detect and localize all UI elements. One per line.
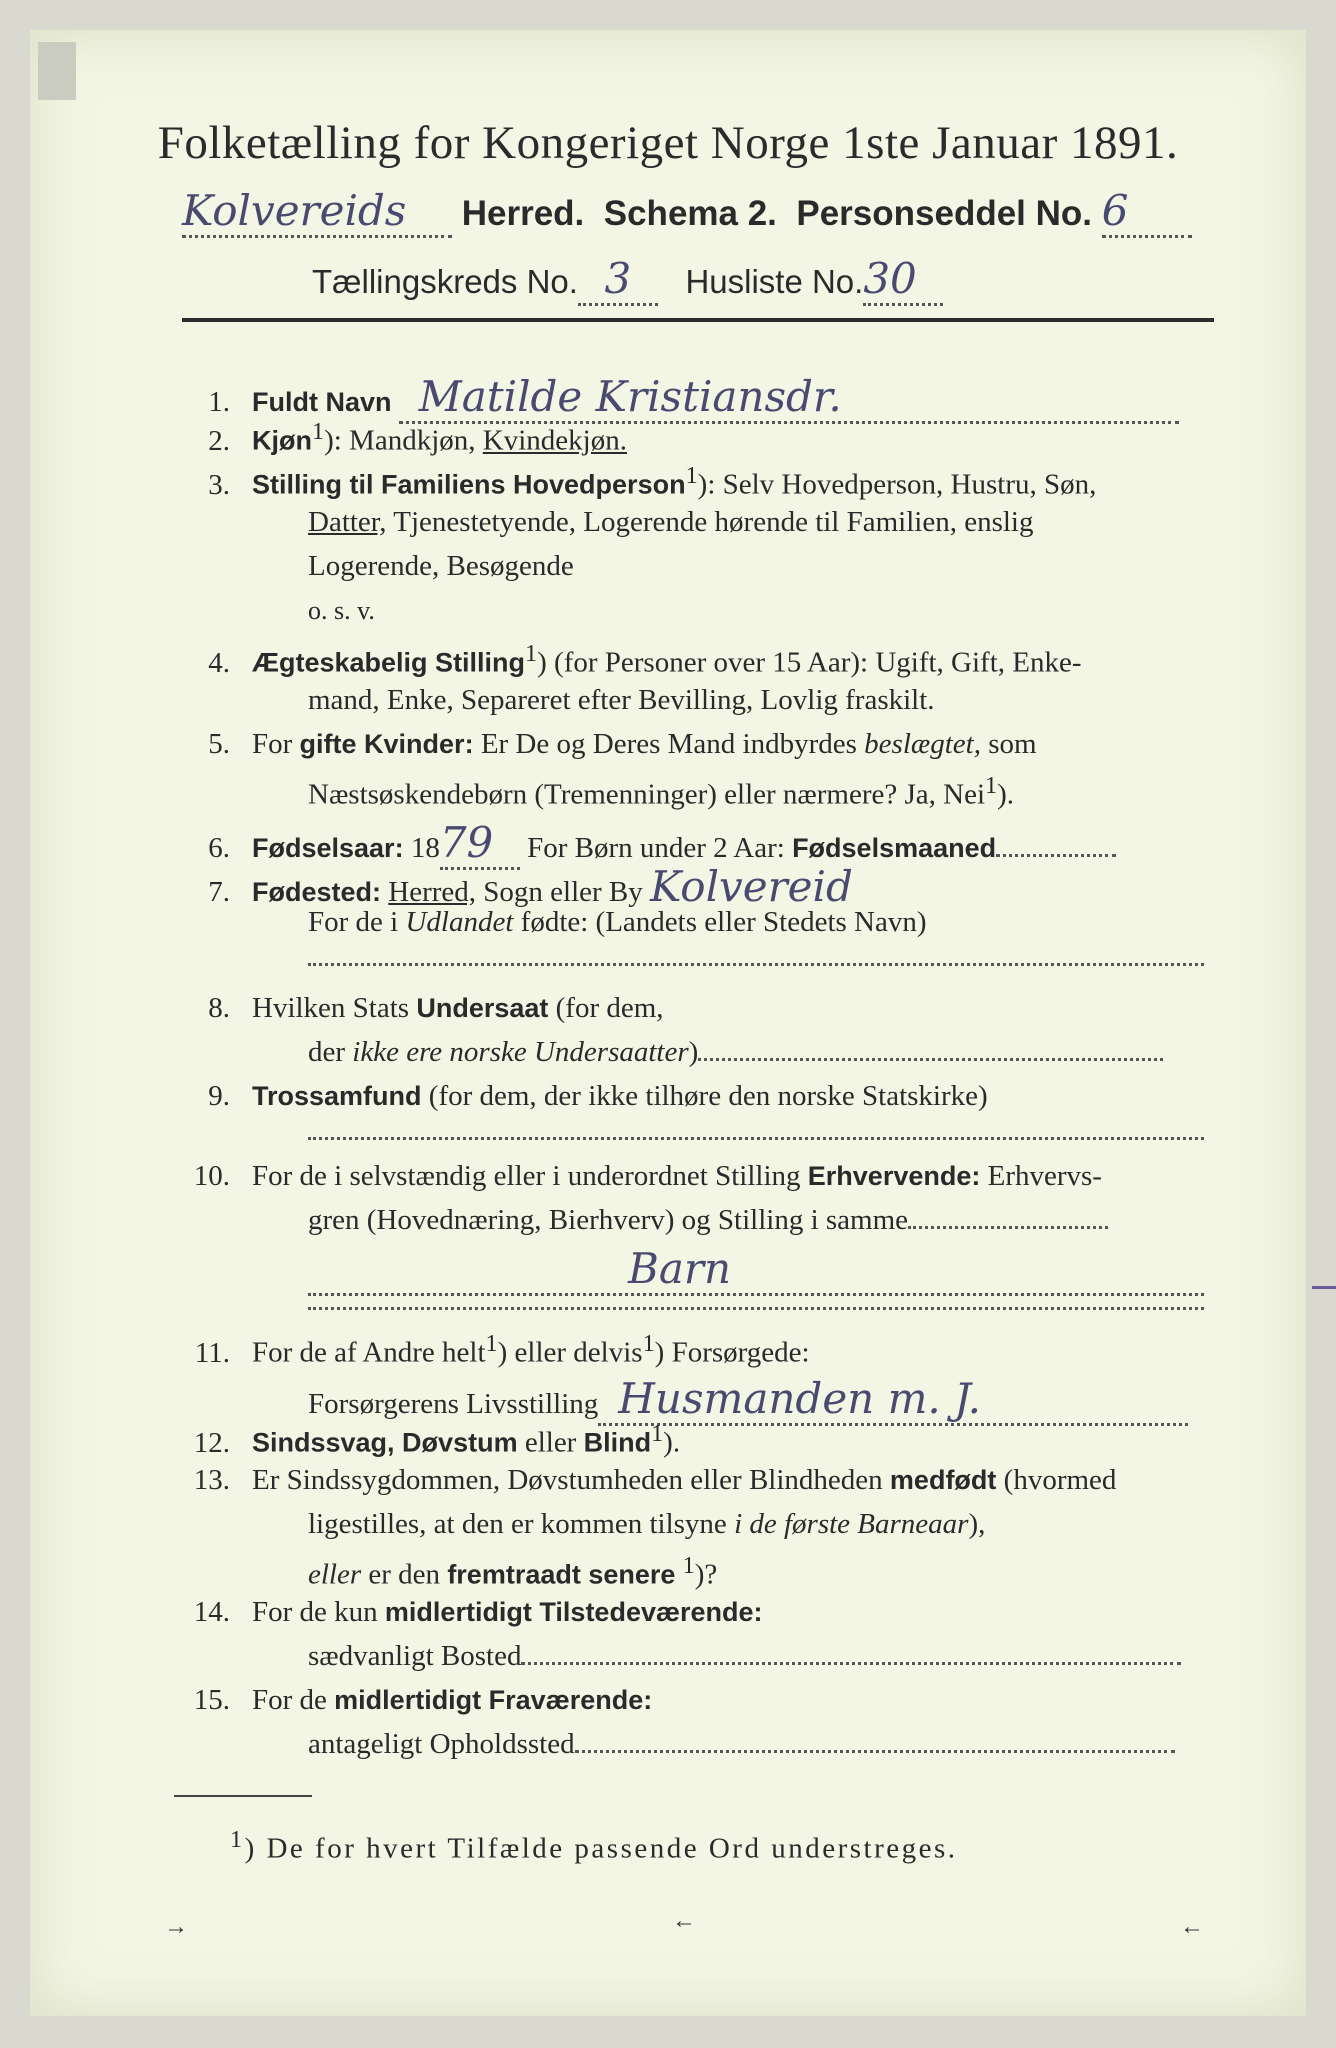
- question-5: [160, 728, 1037, 761]
- header-rule: [182, 318, 1214, 322]
- form-title: Folketælling for Kongeriget Norge 1ste Januar 1891.: [157, 117, 1179, 169]
- q10-answer-line: [308, 1244, 1204, 1296]
- q5-text: Er De og Deres Mand indbyrdes: [473, 728, 857, 760]
- q10-number: 10.: [193, 1160, 230, 1192]
- q7-label: Fødested:: [252, 877, 382, 907]
- q3-text: ): Selv Hovedperson, Hustru, Søn,: [697, 468, 1097, 501]
- q6-prefix: 18: [403, 832, 440, 864]
- q13-line2: ligestilles, at den er kommen tilsyne i de første Barneaar),: [308, 1508, 986, 1540]
- q8-number: 8.: [208, 992, 230, 1024]
- q2-label: Kjøn: [252, 425, 312, 456]
- binding-mark-right-icon: ←: [1180, 1914, 1204, 1940]
- q6-text: For Børn under 2 Aar:: [519, 832, 793, 864]
- q12-text: eller: [517, 1426, 584, 1459]
- schema-label: Schema 2.: [603, 194, 777, 233]
- q14-dots: [521, 1661, 1181, 1665]
- q14-pre: For de kun: [252, 1596, 385, 1628]
- question-10: [160, 1160, 1102, 1193]
- q8-line2-pre: der: [308, 1036, 353, 1068]
- q5-label: gifte Kvinder:: [299, 729, 474, 759]
- q5-end: som: [988, 728, 1037, 760]
- q9-answer-line: [308, 1136, 1204, 1140]
- q15-line2: [308, 1728, 1175, 1761]
- q3-line3: Logerende, Besøgende: [308, 550, 574, 582]
- herred-value: Kolvereids: [182, 186, 452, 238]
- q13-text: Er Sindssygdommen, Døvstumheden eller Blindheden: [252, 1464, 890, 1496]
- q3-line2-text: Tjenestetyende, Logerende hørende til Familien, enslig: [386, 506, 1034, 538]
- q1-number: 1.: [208, 386, 230, 418]
- question-12: 12. Sindssvag, Døvstum eller Blind$^1$).: [160, 1420, 680, 1460]
- q1-value: Matilde Kristiansdr.: [399, 372, 1179, 424]
- footnote: [230, 1826, 958, 1866]
- q13-footnote-mark: 1: [682, 1552, 695, 1579]
- q14-line2: [308, 1640, 1181, 1673]
- q8-label: Undersaat: [416, 993, 549, 1023]
- q10-answer-line-2: [308, 1306, 1204, 1310]
- question-7: [160, 862, 853, 911]
- q5-number: 5.: [208, 728, 230, 760]
- q4-label: Ægteskabelig Stilling: [252, 647, 526, 678]
- q4-line2: mand, Enke, Separeret efter Bevilling, Lovlig fraskilt.: [308, 684, 935, 716]
- q11-text2: ) eller delvis: [497, 1336, 643, 1369]
- q13-line2-pre: ligestilles, at den er kommen tilsyne: [308, 1508, 735, 1540]
- q4-footnote-mark: 1: [525, 640, 538, 667]
- q8-pre: Hvilken Stats: [252, 992, 417, 1024]
- footnote-rule: [174, 1795, 312, 1797]
- q8-line2: der ikke ere norske Undersaatter): [308, 1036, 1163, 1069]
- q13-line3: eller er den fremtraadt senere $^1$)?: [308, 1552, 718, 1591]
- q6-value: 79: [440, 818, 520, 870]
- q15-dots: [575, 1749, 1175, 1753]
- personseddel-value: 6: [1102, 186, 1192, 238]
- binding-mark-left-icon: →: [164, 1914, 188, 1940]
- q11-text: For de af Andre helt: [252, 1336, 486, 1369]
- footnote-text: ) De for hvert Tilfælde passende Ord understreges.: [244, 1832, 958, 1865]
- q10-label: Erhvervende:: [807, 1161, 981, 1191]
- q12-number: 12.: [193, 1426, 230, 1459]
- q6-number: 6.: [208, 832, 230, 864]
- q15-number: 15.: [193, 1684, 230, 1716]
- question-1: [160, 372, 1179, 424]
- q3-label: Stilling til Familiens Hovedperson: [252, 469, 686, 500]
- question-11: [160, 1330, 810, 1370]
- q3-selected-option: Datter,: [308, 506, 387, 538]
- q8-dots: [698, 1057, 1163, 1061]
- q15-line2-text: antageligt Opholdssted: [308, 1728, 575, 1760]
- herred-line: [182, 186, 1192, 238]
- q2-selected-option: Kvindekjøn.: [482, 424, 627, 457]
- q9-text: (for dem, der ikke tilhøre den norske Statskirke): [421, 1080, 988, 1112]
- question-4: [160, 640, 1082, 680]
- q6-label2: Fødselsmaaned: [792, 833, 997, 863]
- q11-line2: [308, 1374, 1188, 1426]
- q13-line2-italic: i de første Barneaar: [734, 1508, 969, 1540]
- q10-dots: [908, 1225, 1108, 1229]
- q4-text: ) (for Personer over 15 Aar): Ugift, Gift, Enke-: [537, 646, 1082, 679]
- q7-line2: [308, 906, 927, 939]
- q10-line2-text: gren (Hovednæring, Bierhverv) og Stilling i samme: [308, 1204, 909, 1236]
- question-14: [160, 1596, 763, 1629]
- q10-value: Barn: [628, 1244, 732, 1293]
- q12-label2: Blind: [583, 1427, 652, 1458]
- husliste-value: 30: [863, 254, 943, 306]
- q2-footnote-mark: 1: [312, 418, 325, 445]
- q13-line3-pre: er den: [361, 1558, 448, 1591]
- q13-number: 13.: [193, 1464, 230, 1496]
- q11-value: Husmanden m. J.: [598, 1374, 1188, 1426]
- q13-line3-label: fremtraadt senere: [447, 1559, 676, 1590]
- taellingskreds-label: Tællingskreds No.: [312, 263, 578, 300]
- q13-line3-italic: eller: [308, 1558, 362, 1591]
- q3-line4: o. s. v.: [308, 596, 375, 625]
- q9-number: 9.: [208, 1080, 230, 1112]
- q11-line2-text: Forsørgerens Livsstilling: [308, 1388, 599, 1420]
- q2-text: ): Mandkjøn,: [324, 424, 476, 457]
- q7-value: Kolvereid: [650, 862, 853, 911]
- q4-number: 4.: [208, 646, 230, 679]
- binding-mark-center-icon: ←: [672, 1908, 696, 1934]
- q7-line2-italic: Udlandet: [405, 906, 514, 938]
- q5-line2-text: Næstsøskendebørn (Tremenninger) eller nærmere? Ja, Nei: [308, 778, 986, 811]
- q12-footnote-mark: 1: [651, 1420, 664, 1447]
- q7-line2-post: fødte: (Landets eller Stedets Navn): [513, 906, 927, 938]
- paper-corner-mark: [38, 42, 76, 100]
- q10-end: Erhvervs-: [980, 1160, 1102, 1192]
- q3-footnote-mark: 1: [685, 462, 698, 489]
- question-15: [160, 1684, 652, 1717]
- question-8: [160, 992, 664, 1025]
- q14-line2-text: sædvanligt Bosted: [308, 1640, 522, 1672]
- footnote-mark: 1: [230, 1826, 245, 1853]
- q14-number: 14.: [193, 1596, 230, 1628]
- q7-text: Sogn eller By: [476, 876, 643, 908]
- q7-selected-option: Herred,: [388, 876, 477, 908]
- q11-number: 11.: [194, 1336, 230, 1369]
- q7-number: 7.: [208, 876, 230, 908]
- herred-label: Herred.: [461, 194, 585, 233]
- q1-label: Fuldt Navn: [252, 387, 392, 417]
- q13-label: medfødt: [889, 1465, 997, 1495]
- q8-text: (for dem,: [548, 992, 664, 1024]
- q2-number: 2.: [208, 424, 230, 457]
- q7-answer-line: [308, 962, 1204, 966]
- q5-footnote-mark: 1: [985, 772, 998, 799]
- question-9: [160, 1080, 988, 1113]
- q5-italic: beslægtet,: [864, 728, 981, 760]
- q11-footnote-mark-2: 1: [642, 1330, 655, 1357]
- q6-dots: [996, 853, 1116, 857]
- q14-label: midlertidigt Tilstedeværende:: [384, 1597, 763, 1627]
- q3-line2: [308, 506, 1033, 539]
- q5-pre: For: [252, 728, 293, 760]
- husliste-label: Husliste No.: [685, 263, 864, 300]
- q3-number: 3.: [208, 468, 230, 501]
- q11-footnote-mark-1: 1: [485, 1330, 498, 1357]
- q9-label: Trossamfund: [252, 1081, 422, 1111]
- q8-line2-italic: ikke ere norske Undersaatter: [352, 1036, 689, 1068]
- question-2: [160, 418, 627, 458]
- question-13: [160, 1464, 1116, 1497]
- personseddel-label: Personseddel No.: [796, 194, 1092, 233]
- taellingskreds-value: 3: [578, 254, 658, 306]
- q12-label: Sindssvag, Døvstum: [252, 1427, 518, 1458]
- q10-line2: [308, 1204, 1108, 1237]
- q13-end: (hvormed: [996, 1464, 1117, 1496]
- q7-line2-pre: For de i: [308, 906, 406, 938]
- q15-pre: For de: [252, 1684, 335, 1716]
- q10-pre: For de i selvstændig eller i underordnet Stilling: [252, 1160, 808, 1192]
- q11-text3: ) Forsørgede:: [654, 1336, 810, 1369]
- q5-line2: Næstsøskendebørn (Tremenninger) eller nærmere? Ja, Nei$^1$).: [308, 772, 1015, 811]
- question-3: [160, 462, 1096, 502]
- edge-ink-mark: [1312, 1286, 1336, 1289]
- q6-label: Fødselsaar:: [252, 833, 404, 863]
- q15-label: midlertidigt Fraværende:: [334, 1685, 653, 1715]
- taellingskreds-line: [312, 254, 943, 306]
